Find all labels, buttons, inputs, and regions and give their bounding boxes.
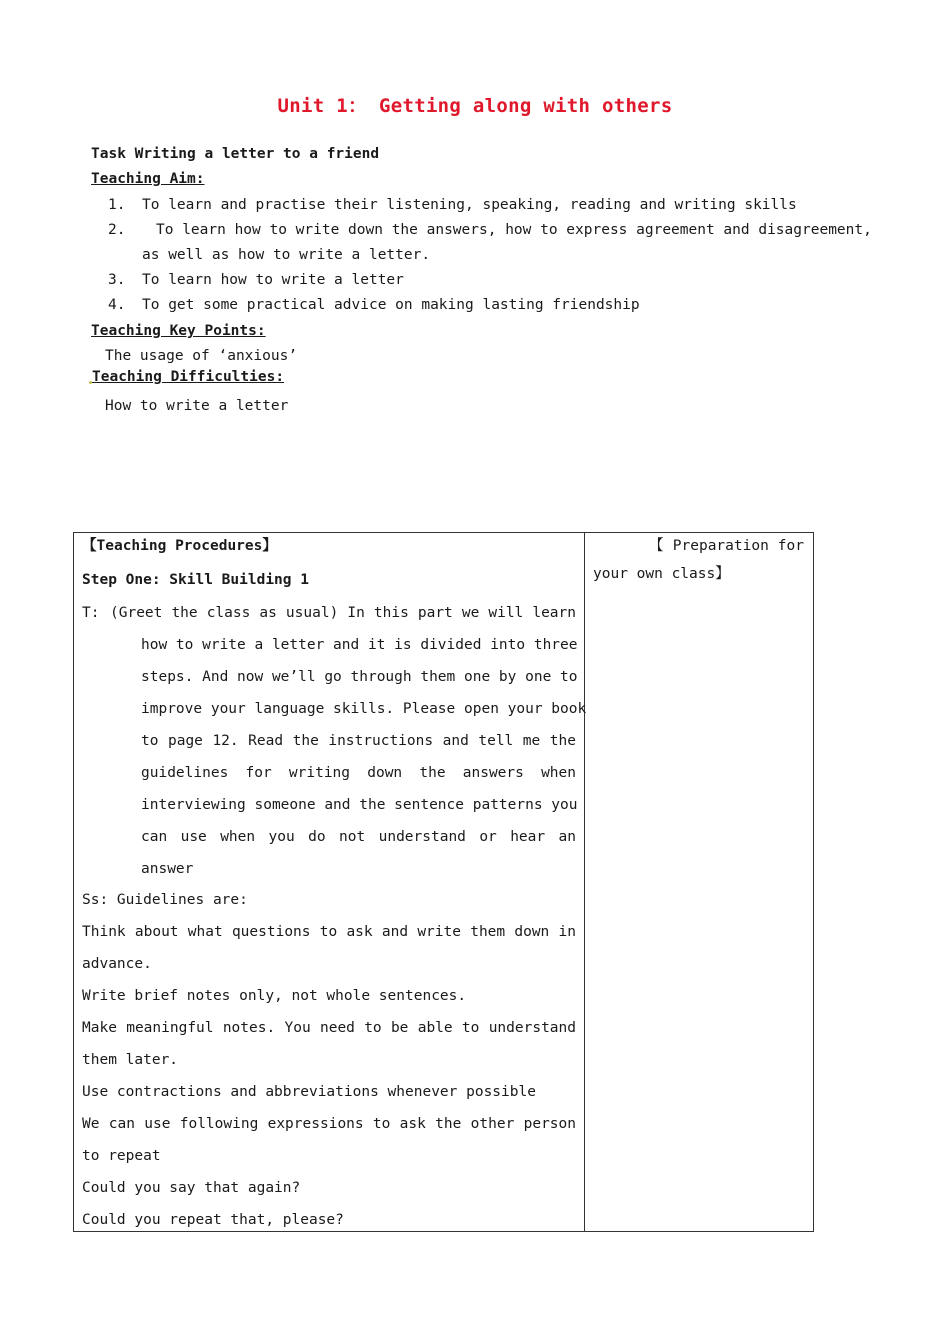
students-line: Write brief notes only, not whole sentences.	[82, 988, 467, 1004]
students-line: them later.	[82, 1052, 179, 1068]
teacher-line: steps. And now we’ll go through them one by one to	[141, 669, 578, 685]
teacher-line: to page 12. Read the instructions and tell me the	[141, 733, 576, 749]
procedures-table	[73, 532, 814, 1232]
preparation-header: 【 Preparation for	[649, 538, 804, 554]
procedures-header: 【Teaching Procedures】	[82, 538, 277, 554]
teaching-aim-heading: Teaching Aim:	[91, 171, 205, 187]
teacher-line: interviewing someone and the sentence patterns you	[141, 797, 578, 813]
preparation-cell	[585, 533, 814, 1232]
teacher-line: improve your language skills. Please open your book	[141, 701, 587, 717]
teacher-line: how to write a letter and it is divided into three	[141, 637, 578, 653]
procedures-cell	[74, 533, 585, 1232]
speaker-label: T:	[82, 605, 100, 621]
students-line: Use contractions and abbreviations whenever possible	[82, 1084, 536, 1100]
teacher-line: answer	[141, 861, 194, 877]
students-line: Think about what questions to ask and write them down in	[82, 924, 576, 940]
teacher-line: guidelines for writing down the answers when	[141, 765, 576, 781]
aim-item-continuation: as well as how to write a letter.	[142, 247, 431, 263]
aim-item: To get some practical advice on making lasting friendship	[142, 297, 640, 313]
page-title: Unit 1： Getting along with others	[277, 95, 673, 117]
students-line: Could you say that again?	[82, 1180, 301, 1196]
teacher-line: can use when you do not understand or hear an	[141, 829, 576, 845]
step-heading: Step One: Skill Building 1	[82, 572, 309, 588]
students-line: to repeat	[82, 1148, 161, 1164]
key-points-heading: Teaching Key Points:	[91, 323, 266, 339]
students-line: advance.	[82, 956, 152, 972]
aim-item: To learn and practise their listening, speaking, reading and writing skills	[142, 197, 797, 213]
difficulties-heading: Teaching Difficulties:	[92, 369, 285, 385]
key-points-text: The usage of ‘anxious’	[105, 348, 298, 364]
teacher-line: (Greet the class as usual) In this part we will learn	[110, 605, 576, 621]
students-line: Could you repeat that, please?	[82, 1212, 344, 1228]
aim-item: To learn how to write a letter	[142, 272, 404, 288]
students-line: We can use following expressions to ask the other person	[82, 1116, 576, 1132]
students-line: Ss: Guidelines are:	[82, 892, 248, 908]
aim-item: To learn how to write down the answers, how to express agreement and disagreement,	[156, 222, 872, 238]
preparation-header-cont: your own class】	[593, 566, 730, 582]
aim-number: 1.	[108, 197, 126, 213]
task-line: Task Writing a letter to a friend	[91, 146, 380, 162]
aim-number: 3.	[108, 272, 126, 288]
aim-number: 2.	[108, 222, 126, 238]
difficulties-text: How to write a letter	[105, 398, 289, 414]
aim-number: 4.	[108, 297, 126, 313]
students-line: Make meaningful notes. You need to be able to understand	[82, 1020, 576, 1036]
